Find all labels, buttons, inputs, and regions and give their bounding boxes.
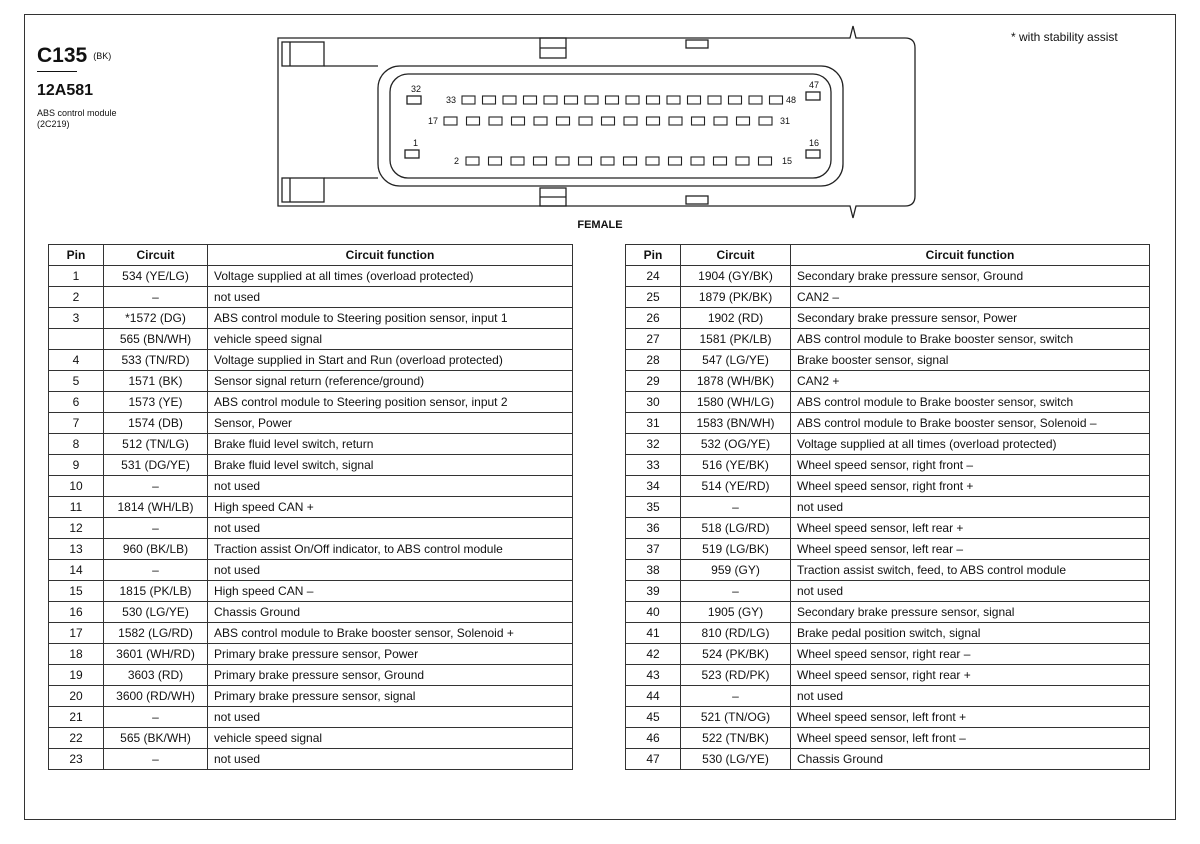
cell-function: High speed CAN – — [208, 581, 573, 602]
pin-40-socket — [606, 96, 619, 104]
cell-function: ABS control module to Steering position sensor, input 1 — [208, 308, 573, 329]
latch-bottom-left — [282, 178, 324, 202]
cell-circuit: 1583 (BN/WH) — [681, 413, 791, 434]
cell-function: not used — [208, 749, 573, 770]
cell-function: Brake booster sensor, signal — [791, 350, 1150, 371]
table-row — [626, 581, 1150, 602]
table-row — [626, 371, 1150, 392]
cell-function: ABS control module to Brake booster sensor, Solenoid + — [208, 623, 573, 644]
table-row — [49, 623, 573, 644]
cell-function: Secondary brake pressure sensor, Ground — [791, 266, 1150, 287]
table-row — [49, 413, 573, 434]
cell-circuit: 532 (OG/YE) — [681, 434, 791, 455]
part-number: 12A581 — [37, 82, 94, 99]
cell-circuit: 3600 (RD/WH) — [104, 686, 208, 707]
pin-label-1: 1 — [413, 138, 419, 148]
cell-pin: 34 — [626, 476, 681, 497]
table-row — [626, 392, 1150, 413]
pin-31-socket — [759, 117, 772, 125]
cell-pin: 2 — [49, 287, 104, 308]
pin-25-socket — [624, 117, 637, 125]
cell-pin: 39 — [626, 581, 681, 602]
cell-pin: 7 — [49, 413, 104, 434]
table-row — [626, 560, 1150, 581]
cell-circuit: – — [681, 686, 791, 707]
pin-label-48: 48 — [786, 95, 797, 105]
pin-34-socket — [483, 96, 496, 104]
cell-circuit: 1815 (PK/LB) — [104, 581, 208, 602]
cell-pin: 8 — [49, 434, 104, 455]
table-row — [626, 686, 1150, 707]
pin-36-socket — [524, 96, 537, 104]
pin-24-socket — [602, 117, 615, 125]
pin-label-31: 31 — [780, 116, 791, 126]
header-circuit: Circuit — [681, 245, 791, 266]
cell-pin: 27 — [626, 329, 681, 350]
pin-26-socket — [647, 117, 660, 125]
table-row — [49, 539, 573, 560]
table-row — [49, 728, 573, 749]
module-code: (2C219) — [37, 119, 70, 129]
cell-pin: 23 — [49, 749, 104, 770]
module-name: ABS control module — [37, 108, 117, 118]
table-row — [49, 560, 573, 581]
table-row — [49, 749, 573, 770]
pin-2-socket — [466, 157, 479, 165]
table-row — [49, 308, 573, 329]
cell-pin: 10 — [49, 476, 104, 497]
cell-pin: 4 — [49, 350, 104, 371]
pin-3-socket — [489, 157, 502, 165]
cell-circuit: 512 (TN/LG) — [104, 434, 208, 455]
pin-47-socket — [749, 96, 762, 104]
cell-circuit: 1879 (PK/BK) — [681, 287, 791, 308]
cell-circuit: *1572 (DG) — [104, 308, 208, 329]
table-row — [49, 518, 573, 539]
mating-face-outer — [378, 66, 843, 186]
pin-8-socket — [601, 157, 614, 165]
table-row — [49, 707, 573, 728]
cell-pin: 29 — [626, 371, 681, 392]
table-row — [626, 644, 1150, 665]
cell-circuit: 516 (YE/BK) — [681, 455, 791, 476]
cell-function: not used — [791, 497, 1150, 518]
table-header-row — [626, 245, 1150, 266]
pin-27-socket — [669, 117, 682, 125]
cell-function: vehicle speed signal — [208, 329, 573, 350]
cell-circuit: – — [104, 476, 208, 497]
cell-pin: 37 — [626, 539, 681, 560]
table-row — [49, 686, 573, 707]
cell-pin: 28 — [626, 350, 681, 371]
cell-function: Wheel speed sensor, right rear + — [791, 665, 1150, 686]
pin-41-socket — [626, 96, 639, 104]
cell-pin: 11 — [49, 497, 104, 518]
cell-pin: 5 — [49, 371, 104, 392]
table-row — [49, 602, 573, 623]
pin-16-socket — [806, 150, 820, 158]
cell-pin: 13 — [49, 539, 104, 560]
cell-circuit: 1573 (YE) — [104, 392, 208, 413]
cell-function: Wheel speed sensor, left front + — [791, 707, 1150, 728]
pin-45-socket — [708, 96, 721, 104]
cell-pin: 22 — [49, 728, 104, 749]
cell-circuit: 1574 (DB) — [104, 413, 208, 434]
cell-circuit: 565 (BK/WH) — [104, 728, 208, 749]
table-row — [626, 329, 1150, 350]
pin-37-socket — [544, 96, 557, 104]
cell-function: not used — [208, 287, 573, 308]
cell-function: High speed CAN + — [208, 497, 573, 518]
table-row — [626, 434, 1150, 455]
tab-top — [686, 40, 708, 48]
cell-circuit: 530 (LG/YE) — [681, 749, 791, 770]
cell-circuit: 1571 (BK) — [104, 371, 208, 392]
cell-function: Chassis Ground — [791, 749, 1150, 770]
table-row — [626, 539, 1150, 560]
table-row — [49, 644, 573, 665]
cell-pin: 14 — [49, 560, 104, 581]
pin-12-socket — [691, 157, 704, 165]
pin-14-socket — [736, 157, 749, 165]
pin-44-socket — [688, 96, 701, 104]
cell-function: not used — [208, 707, 573, 728]
table-row — [49, 287, 573, 308]
pin-label-15: 15 — [782, 156, 793, 166]
pin-30-socket — [737, 117, 750, 125]
pin-43-socket — [667, 96, 680, 104]
cell-circuit: 959 (GY) — [681, 560, 791, 581]
cell-function: Sensor signal return (reference/ground) — [208, 371, 573, 392]
table-row — [49, 371, 573, 392]
cell-circuit: 534 (YE/LG) — [104, 266, 208, 287]
pin-label-16: 16 — [809, 138, 820, 148]
cell-pin: 20 — [49, 686, 104, 707]
table-row — [626, 623, 1150, 644]
cell-function: Wheel speed sensor, right front – — [791, 455, 1150, 476]
pin-label-33: 33 — [446, 95, 457, 105]
cell-function: not used — [791, 581, 1150, 602]
cell-function: Brake fluid level switch, return — [208, 434, 573, 455]
table-row — [626, 476, 1150, 497]
table-row — [626, 665, 1150, 686]
cell-pin: 32 — [626, 434, 681, 455]
cell-circuit: 547 (LG/YE) — [681, 350, 791, 371]
cell-pin: 6 — [49, 392, 104, 413]
cell-function: Sensor, Power — [208, 413, 573, 434]
cell-circuit: 523 (RD/PK) — [681, 665, 791, 686]
table-row — [49, 665, 573, 686]
cell-pin: 15 — [49, 581, 104, 602]
cell-circuit: – — [104, 707, 208, 728]
cell-pin: 16 — [49, 602, 104, 623]
pin-7-socket — [579, 157, 592, 165]
cell-pin: 9 — [49, 455, 104, 476]
cell-pin: 24 — [626, 266, 681, 287]
cell-function: not used — [791, 686, 1150, 707]
cell-circuit: 3601 (WH/RD) — [104, 644, 208, 665]
cell-pin: 35 — [626, 497, 681, 518]
cell-function: Traction assist On/Off indicator, to ABS control module — [208, 539, 573, 560]
pin-17-socket — [444, 117, 457, 125]
cell-function: Traction assist switch, feed, to ABS control module — [791, 560, 1150, 581]
header-function: Circuit function — [791, 245, 1150, 266]
pin-33-socket — [462, 96, 475, 104]
pin-19-socket — [489, 117, 502, 125]
pin-label-17: 17 — [428, 116, 439, 126]
cell-circuit: 521 (TN/OG) — [681, 707, 791, 728]
table-row — [626, 350, 1150, 371]
pin-15-socket — [759, 157, 772, 165]
table-row — [626, 497, 1150, 518]
table-row — [626, 728, 1150, 749]
header-function: Circuit function — [208, 245, 573, 266]
cell-circuit: 1905 (GY) — [681, 602, 791, 623]
cell-pin: 26 — [626, 308, 681, 329]
cell-function: Voltage supplied at all times (overload protected) — [208, 266, 573, 287]
pin-38-socket — [565, 96, 578, 104]
cell-pin: 42 — [626, 644, 681, 665]
cell-pin: 36 — [626, 518, 681, 539]
pin-46-socket — [729, 96, 742, 104]
pin-13-socket — [714, 157, 727, 165]
cell-function: Brake pedal position switch, signal — [791, 623, 1150, 644]
cell-circuit: 3603 (RD) — [104, 665, 208, 686]
cell-circuit: 518 (LG/RD) — [681, 518, 791, 539]
cell-function: Secondary brake pressure sensor, Power — [791, 308, 1150, 329]
cell-function: Secondary brake pressure sensor, signal — [791, 602, 1150, 623]
cell-function: Wheel speed sensor, right front + — [791, 476, 1150, 497]
cell-pin: 40 — [626, 602, 681, 623]
connector-color: (BK) — [93, 51, 112, 62]
cell-circuit: 1814 (WH/LB) — [104, 497, 208, 518]
cell-pin: 46 — [626, 728, 681, 749]
gender-label: FEMALE — [577, 219, 623, 231]
table-row — [626, 455, 1150, 476]
cell-pin: 21 — [49, 707, 104, 728]
cell-pin: 17 — [49, 623, 104, 644]
cell-pin: 47 — [626, 749, 681, 770]
pin-10-socket — [646, 157, 659, 165]
pin-20-socket — [512, 117, 525, 125]
cell-circuit: – — [104, 560, 208, 581]
cell-circuit: 960 (BK/LB) — [104, 539, 208, 560]
cell-function: not used — [208, 560, 573, 581]
cell-function: Voltage supplied at all times (overload protected) — [791, 434, 1150, 455]
table-row — [626, 308, 1150, 329]
cell-function: ABS control module to Brake booster sensor, switch — [791, 392, 1150, 413]
pin-4-socket — [511, 157, 524, 165]
table-row — [49, 434, 573, 455]
pin-11-socket — [669, 157, 682, 165]
table-row — [49, 266, 573, 287]
cell-pin: 38 — [626, 560, 681, 581]
cell-pin: 43 — [626, 665, 681, 686]
pin-32-socket — [407, 96, 421, 104]
header-pin: Pin — [626, 245, 681, 266]
pin-5-socket — [534, 157, 547, 165]
pin-23-socket — [579, 117, 592, 125]
cell-circuit: 1582 (LG/RD) — [104, 623, 208, 644]
pin-label-32: 32 — [411, 84, 422, 94]
connector-code: C135 — [37, 44, 88, 67]
cell-function: CAN2 + — [791, 371, 1150, 392]
cell-function: Wheel speed sensor, left front – — [791, 728, 1150, 749]
pin-22-socket — [557, 117, 570, 125]
table-row — [626, 602, 1150, 623]
cell-function: Chassis Ground — [208, 602, 573, 623]
cell-circuit: – — [681, 581, 791, 602]
cell-pin: 1 — [49, 266, 104, 287]
header-pin: Pin — [49, 245, 104, 266]
cell-circuit: – — [104, 749, 208, 770]
cell-function: ABS control module to Steering position sensor, input 2 — [208, 392, 573, 413]
cell-function: vehicle speed signal — [208, 728, 573, 749]
table-row — [49, 350, 573, 371]
table-row — [626, 518, 1150, 539]
cell-circuit: 519 (LG/BK) — [681, 539, 791, 560]
cell-pin: 33 — [626, 455, 681, 476]
table-row — [626, 287, 1150, 308]
cell-pin: 25 — [626, 287, 681, 308]
pin-28-socket — [692, 117, 705, 125]
cell-circuit: 1902 (RD) — [681, 308, 791, 329]
table-row — [49, 392, 573, 413]
cell-function: CAN2 – — [791, 287, 1150, 308]
cell-circuit: 1904 (GY/BK) — [681, 266, 791, 287]
latch-top-left — [282, 42, 324, 66]
pin-47-socket — [806, 92, 820, 100]
cell-function: Brake fluid level switch, signal — [208, 455, 573, 476]
cell-function: Wheel speed sensor, left rear + — [791, 518, 1150, 539]
table-row — [49, 581, 573, 602]
header-circuit: Circuit — [104, 245, 208, 266]
cell-pin: 19 — [49, 665, 104, 686]
cell-circuit: 533 (TN/RD) — [104, 350, 208, 371]
cell-function: ABS control module to Brake booster sensor, Solenoid – — [791, 413, 1150, 434]
cell-circuit: 524 (PK/BK) — [681, 644, 791, 665]
table-row — [626, 413, 1150, 434]
cell-function: ABS control module to Brake booster sensor, switch — [791, 329, 1150, 350]
cell-pin: 45 — [626, 707, 681, 728]
cell-function: Primary brake pressure sensor, signal — [208, 686, 573, 707]
cell-circuit: 531 (DG/YE) — [104, 455, 208, 476]
table-row — [626, 707, 1150, 728]
cell-circuit: 530 (LG/YE) — [104, 602, 208, 623]
cell-pin: 41 — [626, 623, 681, 644]
table-row — [49, 497, 573, 518]
pin-1-socket — [405, 150, 419, 158]
cell-circuit: 1580 (WH/LG) — [681, 392, 791, 413]
cell-function: Voltage supplied in Start and Run (overload protected) — [208, 350, 573, 371]
cell-pin: 31 — [626, 413, 681, 434]
cell-pin: 18 — [49, 644, 104, 665]
cell-pin: 44 — [626, 686, 681, 707]
footnote-stability-assist: * with stability assist — [1011, 30, 1118, 44]
pin-6-socket — [556, 157, 569, 165]
pin-29-socket — [714, 117, 727, 125]
pin-48-socket — [770, 96, 783, 104]
table-row — [49, 476, 573, 497]
pin-table-left — [48, 244, 573, 770]
connector-diagram — [0, 0, 1200, 244]
table-row — [626, 266, 1150, 287]
cell-circuit: 565 (BN/WH) — [104, 329, 208, 350]
cell-circuit: – — [681, 497, 791, 518]
table-header-row — [49, 245, 573, 266]
cell-circuit: – — [104, 518, 208, 539]
cell-function: Primary brake pressure sensor, Ground — [208, 665, 573, 686]
cell-function: Primary brake pressure sensor, Power — [208, 644, 573, 665]
pin-21-socket — [534, 117, 547, 125]
cell-function: Wheel speed sensor, left rear – — [791, 539, 1150, 560]
cell-circuit: 522 (TN/BK) — [681, 728, 791, 749]
pin-9-socket — [624, 157, 637, 165]
table-row — [626, 749, 1150, 770]
cell-function: not used — [208, 518, 573, 539]
cell-pin: 30 — [626, 392, 681, 413]
cell-function: not used — [208, 476, 573, 497]
pin-35-socket — [503, 96, 516, 104]
tab-bottom — [686, 196, 708, 204]
cell-function: Wheel speed sensor, right rear – — [791, 644, 1150, 665]
pin-table-right — [625, 244, 1150, 770]
pin-label-2: 2 — [454, 156, 460, 166]
pin-18-socket — [467, 117, 480, 125]
cell-pin: 3 — [49, 308, 104, 329]
cell-circuit: 1878 (WH/BK) — [681, 371, 791, 392]
pin-39-socket — [585, 96, 598, 104]
cell-circuit: 1581 (PK/LB) — [681, 329, 791, 350]
pin-label-47: 47 — [809, 80, 820, 90]
table-row — [49, 329, 573, 350]
cell-circuit: 810 (RD/LG) — [681, 623, 791, 644]
housing-outline — [278, 26, 915, 218]
pin-42-socket — [647, 96, 660, 104]
cell-pin — [49, 329, 104, 350]
cell-circuit: – — [104, 287, 208, 308]
table-row — [49, 455, 573, 476]
cell-circuit: 514 (YE/RD) — [681, 476, 791, 497]
cell-pin: 12 — [49, 518, 104, 539]
